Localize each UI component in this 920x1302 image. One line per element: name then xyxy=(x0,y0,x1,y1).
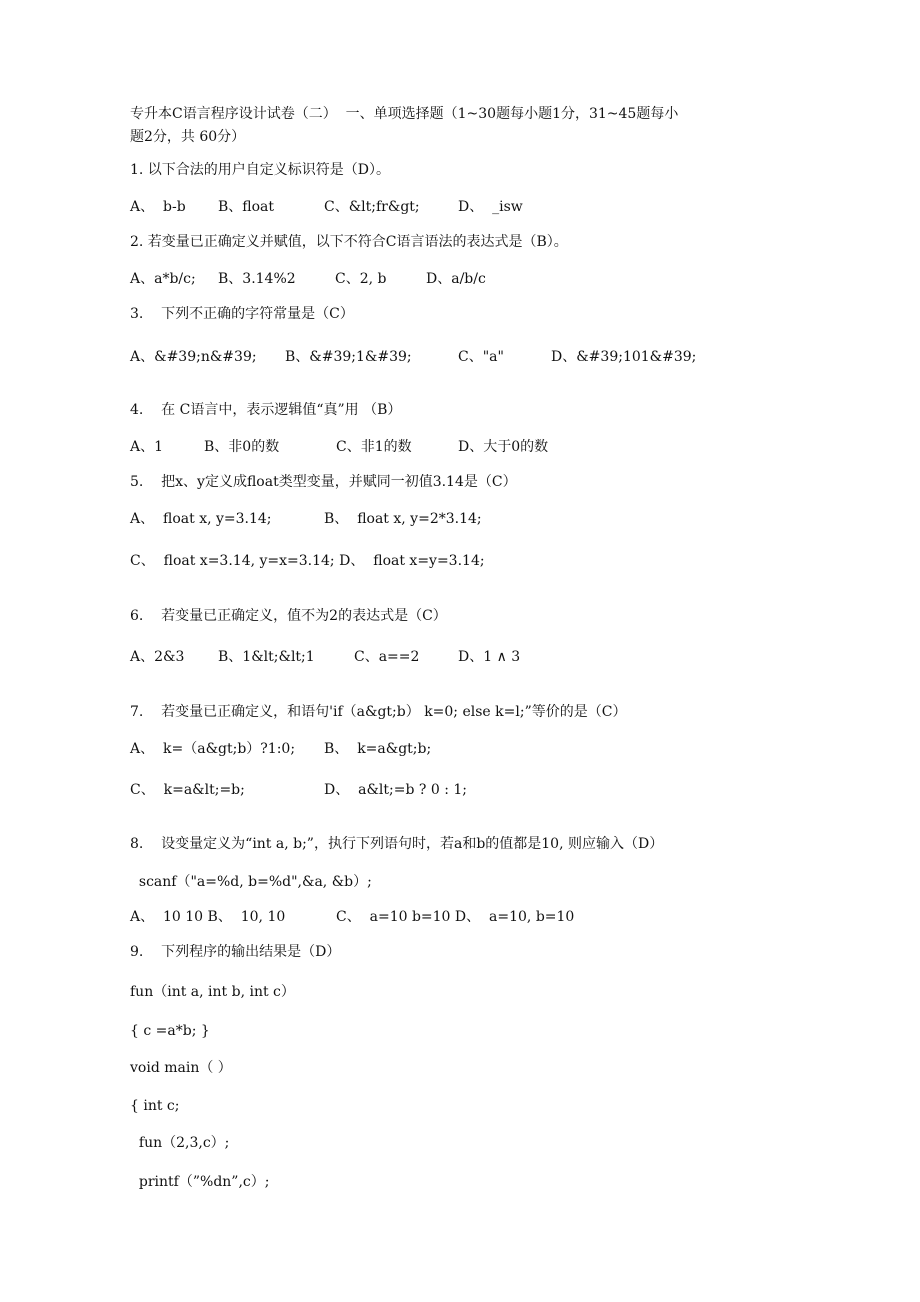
option-d: D、1 ∧ 3 xyxy=(458,649,521,665)
option-a: A、 float x, y=3.14; xyxy=(130,511,272,527)
code-line: void main（ ） xyxy=(130,1060,232,1076)
option-c: C、"a" xyxy=(458,349,504,365)
option-c: C、a==2 xyxy=(354,649,420,665)
option-b: B、float xyxy=(218,199,275,215)
option-d: D、大于0的数 xyxy=(458,439,549,455)
question-2-stem: 2. 若变量已正确定义并赋值，以下不符合C语言语法的表达式是（B）。 xyxy=(130,234,568,250)
code-line: printf（”%dn”,c）; xyxy=(130,1174,270,1190)
option-d: D、 a&lt;=b ? 0 : 1; xyxy=(324,782,468,798)
option-a-b: A、 10 10 B、 10, 10 xyxy=(130,909,286,925)
option-a: A、 k=（a&gt;b）?1:0; xyxy=(130,741,296,757)
question-1-stem: 1. 以下合法的用户自定义标识符是（D）。 xyxy=(130,162,391,178)
option-a: A、1 xyxy=(130,439,164,455)
code-line: fun（2,3,c）; xyxy=(130,1135,230,1151)
option-c: C、2, b xyxy=(335,271,387,287)
option-a: A、a*b/c; xyxy=(130,271,196,287)
exam-title-line-1: 专升本C语言程序设计试卷（二） 一、单项选择题（1~30题每小题1分，31~45题每小 xyxy=(130,106,679,122)
option-c: C、&lt;fr&gt; xyxy=(324,199,420,215)
option-c: C、非1的数 xyxy=(336,439,412,455)
question-6-stem: 6. 若变量已正确定义，值不为2的表达式是（C） xyxy=(130,608,447,624)
question-5-options-cd xyxy=(130,551,485,611)
question-7-stem: 7. 若变量已正确定义，和语句'if（a&gt;b） k=0; else k=l;”等价的是（C） xyxy=(130,704,627,720)
option-a: A、 b-b xyxy=(130,199,186,215)
exam-title-line-2: 题2分，共 60分） xyxy=(130,129,246,145)
option-b: B、3.14%2 xyxy=(218,271,296,287)
option-c-d: C、 float x=3.14, y=x=3.14; D、 float x=y=3.14; xyxy=(130,553,485,569)
question-3-stem: 3. 下列不正确的字符常量是（C） xyxy=(130,306,354,322)
question-8-code: scanf（"a=%d, b=%d",&a, &b）; xyxy=(130,874,372,890)
option-b: B、1&lt;&lt;1 xyxy=(218,649,315,665)
question-8-stem: 8. 设变量定义为“int a, b;”，执行下列语句时，若a和b的值都是10, 则应输入（D） xyxy=(130,836,664,852)
question-5-stem: 5. 把x、y定义成float类型变量，并赋同一初值3.14是（C） xyxy=(130,474,517,490)
option-d: D、 _isw xyxy=(458,199,523,215)
option-a: A、&#39;n&#39; xyxy=(130,349,257,365)
option-b: B、 k=a&gt;b; xyxy=(324,741,432,757)
option-d: D、a/b/c xyxy=(426,271,486,287)
question-9-stem: 9. 下列程序的输出结果是（D） xyxy=(130,944,341,960)
option-b: B、 float x, y=2*3.14; xyxy=(324,511,482,527)
option-b: B、非0的数 xyxy=(204,439,280,455)
code-line: fun（int a, int b, int c） xyxy=(130,984,295,1000)
option-b: B、&#39;1&#39; xyxy=(285,349,412,365)
option-d: D、&#39;101&#39; xyxy=(551,349,697,365)
option-a: A、2&3 xyxy=(130,649,185,665)
option-c-d: C、 a=10 b=10 D、 a=10, b=10 xyxy=(336,909,575,925)
code-line: { int c; xyxy=(130,1098,180,1114)
code-line: { c =a*b; } xyxy=(130,1023,210,1039)
question-4-stem: 4. 在 C语言中，表示逻辑值“真”用 （B） xyxy=(130,402,402,418)
option-c: C、 k=a&lt;=b; xyxy=(130,782,245,798)
